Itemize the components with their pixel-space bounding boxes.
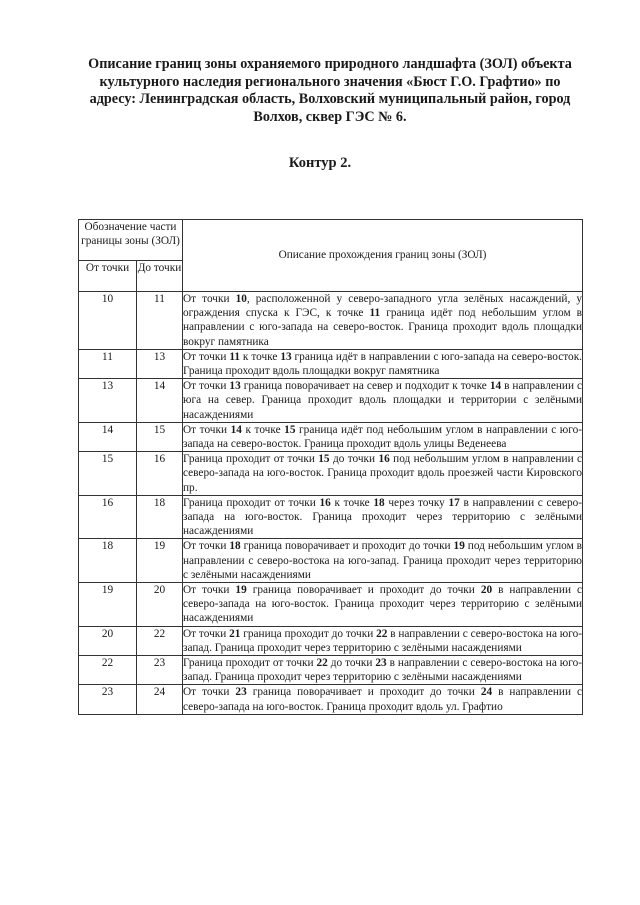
description-cell <box>183 583 583 627</box>
to-point-cell: 14 <box>137 379 183 423</box>
to-point-cell: 22 <box>137 626 183 655</box>
point-number: 15 <box>284 423 296 436</box>
description-text: граница поворачивает и проходит до точки <box>240 540 454 553</box>
description-cell <box>183 349 583 378</box>
description-cell <box>183 422 583 451</box>
point-number: 13 <box>229 380 241 393</box>
header-to-cell: До точки <box>137 261 183 292</box>
table-row <box>79 349 583 378</box>
table-row <box>79 583 583 627</box>
point-number: 19 <box>235 584 247 597</box>
description-text: через точку <box>384 496 449 509</box>
description-text: От точки <box>183 350 230 363</box>
point-number: 19 <box>453 540 465 553</box>
from-point-cell: 23 <box>79 685 137 714</box>
point-number: 14 <box>230 423 242 436</box>
description-cell <box>183 626 583 655</box>
description-text: в направлении с юга на север. Граница проходит вдоль площадки и территории с зелёными насаждениями <box>183 380 582 421</box>
point-number: 18 <box>229 540 241 553</box>
point-number: 14 <box>489 380 502 393</box>
to-point-cell: 20 <box>137 583 183 627</box>
point-number: 11 <box>229 350 240 363</box>
description-text: в направлении с северо-запада на юго-восток. Граница проходит вдоль ул. Графтио <box>183 686 582 713</box>
description-text: под небольшим углом в направлении с северо-востока на юго-запад. Граница проходит через территорию с зелёными насаждениями <box>183 540 582 581</box>
header-row <box>79 220 583 261</box>
description-text: Граница проходит от точки <box>183 657 317 670</box>
description-text: От точки <box>183 686 236 699</box>
to-point-cell: 18 <box>137 495 183 539</box>
description-text: под небольшим углом в направлении с северо-запада на юго-восток. Граница проходит вдоль проезжей части Кировского пр. <box>183 453 583 494</box>
to-point-cell: 11 <box>137 292 183 350</box>
boundary-table <box>78 219 583 715</box>
point-number: 13 <box>280 350 292 363</box>
point-number: 24 <box>480 686 493 699</box>
description-text: От точки <box>183 540 230 553</box>
description-text: до точки <box>329 453 379 466</box>
to-point-cell: 15 <box>137 422 183 451</box>
title-line: культурного наследия регионального значения «Бюст Г.О. Графтио» по <box>99 73 561 90</box>
description-text: к точке <box>241 423 285 436</box>
table-row <box>79 626 583 655</box>
header-group-cell: Обозначение части границы зоны (ЗОЛ) <box>79 220 183 261</box>
description-text: От точки <box>183 423 231 436</box>
point-number: 16 <box>378 453 390 466</box>
description-text: в направлении с северо-востока на юго-запад. Граница проходит через территорию с зелёными насаждениями <box>183 657 582 684</box>
title-line: Волхов, сквер ГЭС № 6. <box>253 108 407 125</box>
description-text: в направлении с северо-востока на юго-запад. Граница проходит через территорию с зелёными насаждениями <box>183 627 583 654</box>
from-point-cell: 10 <box>79 292 137 350</box>
table-row <box>79 495 583 539</box>
description-text: От точки <box>183 627 230 640</box>
title-line: Описание границ зоны охраняемого природного ландшафта (ЗОЛ) объекта <box>88 56 572 72</box>
from-point-cell: 16 <box>79 495 137 539</box>
point-number: 22 <box>316 657 328 670</box>
to-point-cell: 13 <box>137 349 183 378</box>
point-number: 22 <box>376 627 388 640</box>
point-number: 21 <box>229 627 241 640</box>
description-cell <box>183 656 583 685</box>
to-point-cell: 23 <box>137 656 183 685</box>
description-text: граница поворачивает и проходит до точки <box>246 584 481 597</box>
point-number: 10 <box>235 293 247 305</box>
to-point-cell: 19 <box>137 539 183 583</box>
description-text: граница идёт под небольшим углом в направлении с юго-запада на северо-восток. Граница проходит вдоль площадки вокруг памятника <box>183 307 582 348</box>
description-text: граница поворачивает и проходит до точки <box>246 686 481 699</box>
point-number: 23 <box>375 657 387 670</box>
description-text: граница идёт под небольшим углом в направлении с юго-запада на северо-восток. Граница проходит вдоль улицы Веденеева <box>183 423 582 451</box>
from-point-cell: 20 <box>79 626 137 655</box>
description-text: От точки <box>183 584 236 597</box>
description-text: Граница проходит от точки <box>183 453 319 466</box>
from-point-cell: 11 <box>79 349 137 378</box>
from-point-cell: 14 <box>79 422 137 451</box>
document-title <box>70 56 590 126</box>
point-number: 11 <box>369 307 381 320</box>
description-text: в направлении с северо-запада на юго-восток. Граница проходит через территорию с зелёными насаждениями <box>183 496 582 538</box>
description-cell <box>183 292 583 350</box>
table-row <box>79 422 583 451</box>
description-text: до точки <box>327 657 376 670</box>
header-desc-cell: Описание прохождения границ зоны (ЗОЛ) <box>183 220 583 292</box>
point-number: 23 <box>235 686 247 699</box>
description-text: От точки <box>183 380 230 393</box>
description-cell <box>183 495 583 539</box>
point-number: 17 <box>448 496 460 509</box>
from-point-cell: 22 <box>79 656 137 685</box>
description-text: , расположенной у северо-западного угла зелёных насаждений, у ограждения спуска к ГЭС, к точке <box>183 293 583 320</box>
from-point-cell: 19 <box>79 583 137 627</box>
point-number: 15 <box>318 453 330 466</box>
description-text: От точки <box>183 293 236 305</box>
point-number: 18 <box>373 496 385 509</box>
from-point-cell: 18 <box>79 539 137 583</box>
description-cell <box>183 539 583 583</box>
description-text: в направлении с северо-запада на юго-восток. Граница проходит через территорию с зелёными насаждениями <box>183 584 582 625</box>
description-cell <box>183 452 583 496</box>
description-text: граница поворачивает на север и подходит к точке <box>240 380 490 393</box>
table-row <box>79 452 583 496</box>
description-cell <box>183 685 583 714</box>
from-point-cell: 13 <box>79 379 137 423</box>
description-text: Граница проходит от точки <box>183 496 320 509</box>
from-point-cell: 15 <box>79 452 137 496</box>
table-row <box>79 379 583 423</box>
title-line: адресу: Ленинградская область, Волховский муниципальный район, город <box>89 91 571 107</box>
point-number: 20 <box>480 584 493 597</box>
description-cell <box>183 379 583 423</box>
point-number: 16 <box>319 496 331 509</box>
contour-heading: Контур 2. <box>288 155 352 171</box>
description-text: граница проходит до точки <box>240 627 377 640</box>
description-text: к точке <box>240 350 281 363</box>
to-point-cell: 24 <box>137 685 183 714</box>
table-row <box>79 656 583 685</box>
description-text: к точке <box>330 496 374 509</box>
header-from-cell: От точки <box>79 261 137 292</box>
table-row <box>79 539 583 583</box>
table-row <box>79 292 583 350</box>
to-point-cell: 16 <box>137 452 183 496</box>
table-row <box>79 685 583 714</box>
description-text: граница идёт в направлении с юго-запада на северо-восток. Граница проходит вдоль площадки вокруг памятника <box>183 350 583 378</box>
